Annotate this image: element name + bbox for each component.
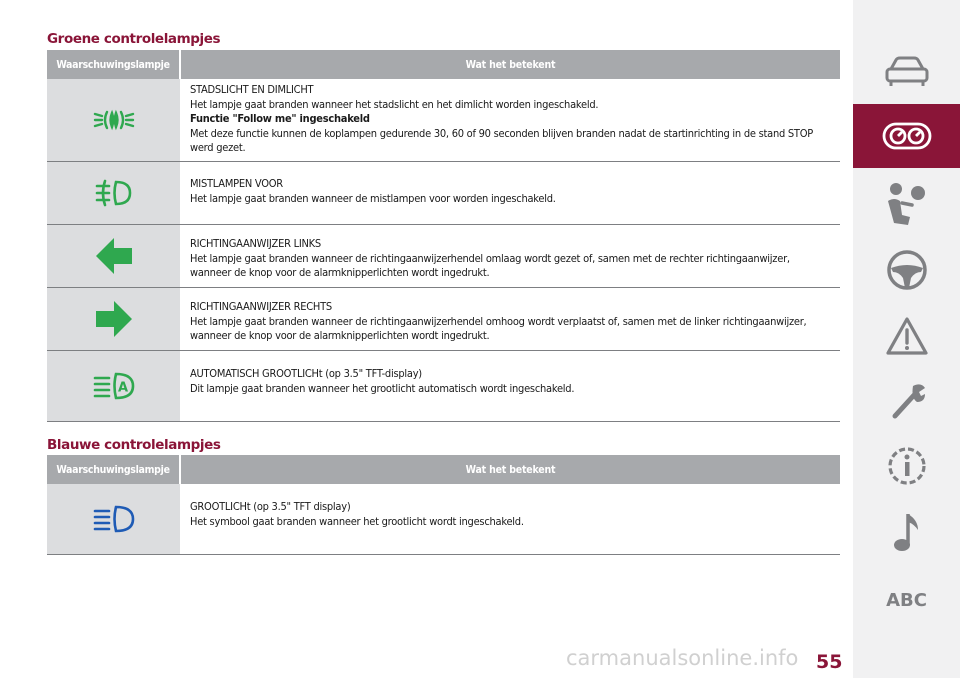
blue-lights-table	[47, 455, 840, 555]
row-text: Het lampje gaat branden wanneer de mistlampen voor worden ingeschakeld.	[190, 191, 556, 205]
table-header	[47, 50, 840, 79]
description-cell	[180, 351, 840, 421]
table-row	[47, 162, 840, 225]
left-turn-indicator-icon	[94, 236, 134, 276]
row-title: RICHTINGAANWIJZER LINKS	[190, 237, 321, 250]
table-row	[47, 484, 840, 555]
info-gear-icon	[885, 444, 929, 488]
position-lights-icon	[93, 108, 135, 132]
row-text: Het lampje gaat branden wanneer het stadslicht en het dimlicht worden ingeschakeld.	[190, 97, 599, 111]
sidebar-item-car[interactable]	[853, 44, 960, 100]
table-row	[47, 351, 840, 422]
icon-cell	[47, 225, 180, 287]
section-title-blue: Blauwe controlelampjes	[47, 437, 221, 453]
airbag-seat-icon	[884, 181, 930, 227]
row-title: STADSLICHT EN DIMLICHT	[190, 83, 314, 96]
description-cell	[180, 79, 840, 161]
header-col-meaning: Wat het betekent	[179, 455, 840, 484]
header-col-warning-light: Waarschuwingslampje	[56, 58, 170, 71]
table-row	[47, 288, 840, 351]
description-cell	[180, 288, 840, 350]
sidebar-item-technical-data[interactable]	[853, 436, 960, 496]
warning-triangle-icon	[885, 316, 929, 356]
table-row	[47, 79, 840, 162]
description-cell	[180, 225, 840, 287]
page-number: 55	[816, 651, 843, 673]
sidebar-item-driving[interactable]	[853, 240, 960, 300]
row-text: Het lampje gaat branden wanneer de richtingaanwijzerhendel omlaag wordt gezet of, samen met de rechter richtingaanwijzer, wanneer de knop voor de alarmknipperlichten wordt ingedrukt.	[190, 251, 790, 280]
watermark: carmanualsonline.info	[566, 646, 799, 670]
row-title: AUTOMATISCH GROOTLICHt (op 3.5" TFT-display)	[190, 367, 422, 380]
table-row	[47, 225, 840, 288]
icon-cell	[47, 162, 180, 224]
wrench-icon	[885, 380, 929, 424]
header-col-meaning: Wat het betekent	[179, 50, 840, 79]
sidebar-item-safety[interactable]	[853, 174, 960, 234]
sidebar-item-emergency[interactable]	[853, 306, 960, 366]
music-note-icon	[890, 510, 924, 554]
sidebar-item-multimedia[interactable]	[853, 502, 960, 562]
table-header	[47, 455, 840, 484]
sidebar-item-instruments[interactable]	[853, 104, 960, 168]
row-text: Met deze functie kunnen de koplampen gedurende 30, 60 of 90 seconden blijven branden nadat de startinrichting in de stand STOP werd gezet.	[190, 126, 813, 155]
front-fog-lights-icon	[94, 178, 134, 208]
steering-wheel-icon	[885, 248, 929, 292]
svg-text:A: A	[117, 380, 128, 396]
automatic-high-beam-icon	[92, 371, 136, 401]
instrument-cluster-icon	[882, 121, 932, 151]
row-text: Dit lampje gaat branden wanneer het grootlicht automatisch wordt ingeschakeld.	[190, 381, 575, 395]
row-subtitle: Functie "Follow me" ingeschakeld	[190, 112, 370, 126]
car-icon	[883, 55, 931, 89]
row-title: RICHTINGAANWIJZER RECHTS	[190, 300, 332, 313]
description-cell	[180, 484, 840, 554]
section-title-green: Groene controlelampjes	[47, 31, 221, 47]
row-text: Het symbool gaat branden wanneer het grootlicht wordt ingeschakeld.	[190, 514, 524, 528]
row-title: GROOTLICHt (op 3.5" TFT display)	[190, 500, 351, 513]
sidebar-item-maintenance[interactable]	[853, 372, 960, 432]
description-cell	[180, 162, 840, 224]
green-lights-table	[47, 50, 840, 422]
chapter-sidebar	[853, 0, 960, 678]
icon-cell	[47, 288, 180, 350]
high-beam-icon	[92, 504, 136, 534]
abc-index-label: ABC	[886, 589, 927, 611]
sidebar-item-index[interactable]	[853, 584, 960, 616]
row-text: Het lampje gaat branden wanneer de richtingaanwijzerhendel omhoog wordt verplaatst of, samen met de linker richtingaanwijzer, wanneer de knop voor de alarmknipperlichten wordt ingedrukt.	[190, 314, 807, 343]
row-title: MISTLAMPEN VOOR	[190, 177, 283, 190]
right-turn-indicator-icon	[94, 299, 134, 339]
icon-cell	[47, 484, 180, 554]
header-col-warning-light: Waarschuwingslampje	[56, 463, 170, 476]
icon-cell	[47, 79, 180, 161]
icon-cell	[47, 351, 180, 421]
